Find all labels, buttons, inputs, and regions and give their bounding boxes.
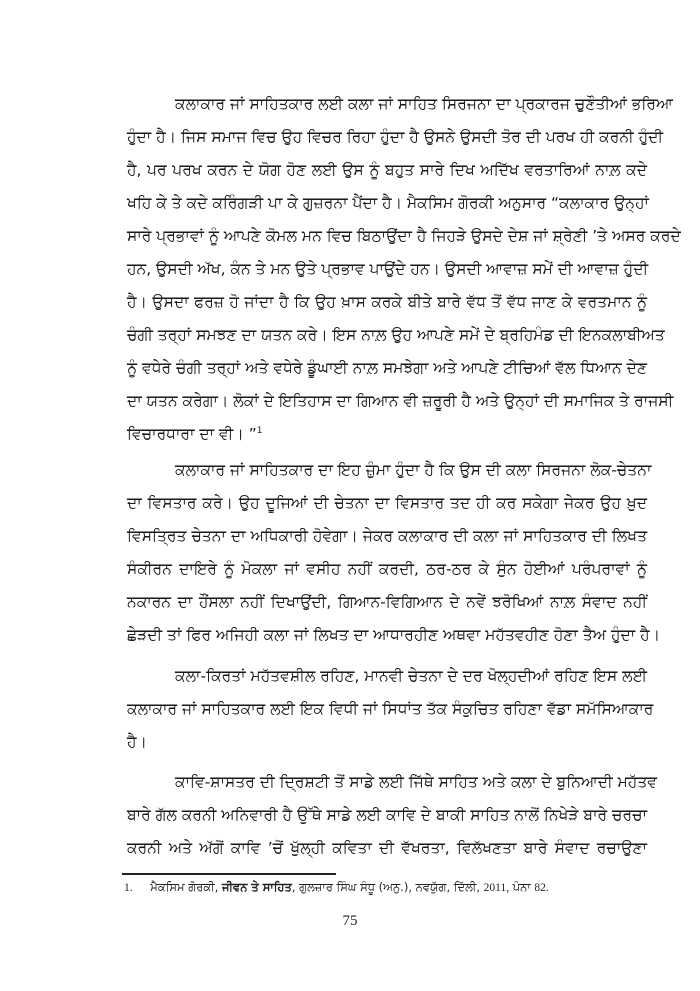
paragraph-4-line-2: ਬਾਰੇ ਗੱਲ ਕਰਨੀ ਅਨਿਵਾਰੀ ਹੈ ਉੱਥੇ ਸਾਡੇ ਲਈ ਕਾਵਿ ਦੇ ਬਾਕੀ ਸਾਹਿਤ ਨਾਲੋਂ ਨਿਖੇੜੇ ਬਾਰੇ ਚਰਚਾ [127,806,647,824]
paragraph-2-line-1: ਕਲਾਕਾਰ ਜਾਂ ਸਾਹਿਤਕਾਰ ਦਾ ਇਹ ਜ਼ੁੰਮਾ ਹੁੰਦਾ ਹੈ ਕਿ ਉਸ ਦੀ ਕਲਾ ਸਿਰਜਨਾ ਲੋਕ-ਚੇਤਨਾ [175,461,652,479]
paragraph-3-line-1: ਕਲਾ-ਕਿਰਤਾਂ ਮਹੱਤਵਸ਼ੀਲ ਰਹਿਣ, ਮਾਨਵੀ ਚੇਤਨਾ ਦੇ ਦਰ ਖੋਲ੍ਹਦੀਆਂ ਰਹਿਣ ਇਸ ਲਈ [175,667,647,685]
paragraph-2-line-3: ਵਿਸਤ੍ਰਿਤ ਚੇਤਨਾ ਦਾ ਅਧਿਕਾਰੀ ਹੋਵੇਗਾ। ਜੇਕਰ ਕਲਾਕਾਰ ਦੀ ਕਲਾ ਜਾਂ ਸਾਹਿਤਕਾਰ ਦੀ ਲਿਖਤ [127,527,647,545]
paragraph-1-line-6: ਹਨ, ਉਸਦੀ ਅੱਖ, ਕੰਨ ਤੇ ਮਨ ਉਤੇ ਪ੍ਰਭਾਵ ਪਾਉਂਦੇ ਹਨ। ਉਸਦੀ ਆਵਾਜ਼ ਸਮੇਂ ਦੀ ਆਵਾਜ਼ ਹੁੰਦੀ [127,260,649,278]
footnote [124,879,549,896]
footnote-page-number: 82. [534,882,549,894]
paragraph-4-line-1: ਕਾਵਿ-ਸ਼ਾਸਤਰ ਦੀ ਦ੍ਰਿਸ਼ਟੀ ਤੋਂ ਸਾਡੇ ਲਈ ਜਿੱਥੇ ਸਾਹਿਤ ਅਤੇ ਕਲਾ ਦੇ ਬੁਨਿਆਦੀ ਮਹੱਤਵ [175,773,657,791]
paragraph-1-line-2: ਹੁੰਦਾ ਹੈ। ਜਿਸ ਸਮਾਜ ਵਿਚ ਉਹ ਵਿਚਰ ਰਿਹਾ ਹੁੰਦਾ ਹੈ ਉਸਨੇ ਉਸਦੀ ਤੋਰ ਦੀ ਪਰਖ ਹੀ ਕਰਨੀ ਹੁੰਦੀ [127,128,664,146]
footnote-publication: , ਗੁਲਜ਼ਾਰ ਸਿੰਘ ਸੰਧੂ (ਅਨੁ.), ਨਵਯੁੱਗ, ਦਿੱਲੀ, [291,880,480,894]
footnote-author: ਮੈਕਸਿਮ ਗੋਰਕੀ, [150,880,219,894]
paragraph-1-line-8: ਚੰਗੀ ਤਰ੍ਹਾਂ ਸਮਝਣ ਦਾ ਯਤਨ ਕਰੇ। ਇਸ ਨਾਲ਼ ਉਹ ਆਪਣੇ ਸਮੇਂ ਦੇ ਬ੍ਰਹਿਮੰਡ ਦੀ ਇਨਕਲਾਬੀਅਤ [127,326,665,344]
paragraph-4-line-3: ਕਰਨੀ ਅਤੇ ਅੱਗੋਂ ਕਾਵਿ ’ਚੋਂ ਖੁੱਲ੍ਹੀ ਕਵਿਤਾ ਦੀ ਵੱਖਰਤਾ, ਵਿਲੱਖਣਤਾ ਬਾਰੇ ਸੰਵਾਦ ਰਚਾਉਣਾ [127,839,647,857]
paragraph-2-line-6: ਛੇੜਦੀ ਤਾਂ ਫਿਰ ਅਜਿਹੀ ਕਲਾ ਜਾਂ ਲਿਖਤ ਦਾ ਆਧਾਰਹੀਣ ਅਥਵਾ ਮਹੱਤਵਹੀਣ ਹੋਣਾ ਤੈਅ ਹੁੰਦਾ ਹੈ। [127,626,661,644]
footnote-number: 1. [124,882,133,894]
paragraph-1-line-7: ਹੈ। ਉਸਦਾ ਫਰਜ਼ ਹੋ ਜਾਂਦਾ ਹੈ ਕਿ ਉਹ ਖ਼ਾਸ ਕਰਕੇ ਬੀਤੇ ਬਾਰੇ ਵੱਧ ਤੋਂ ਵੱਧ ਜਾਣ ਕੇ ਵਰਤਮਾਨ ਨੂੰ [127,293,647,311]
paragraph-1-line-9: ਨੂੰ ਵਧੇਰੇ ਚੰਗੀ ਤਰ੍ਹਾਂ ਅਤੇ ਵਧੇਰੇ ਡੂੰਘਾਈ ਨਾਲ਼ ਸਮਝੇਗਾ ਅਤੇ ਆਪਣੇ ਟੀਚਿਆਂ ਵੱਲ ਧਿਆਨ ਦੇਣ [127,359,647,377]
footnote-reference[interactable]: 1 [256,425,263,436]
footnote-separator [122,873,336,875]
paragraph-1-line-10: ਦਾ ਯਤਨ ਕਰੇਗਾ। ਲੋਕਾਂ ਦੇ ਇਤਿਹਾਸ ਦਾ ਗਿਆਨ ਵੀ ਜ਼ਰੂਰੀ ਹੈ ਅਤੇ ਉਨ੍ਹਾਂ ਦੀ ਸਮਾਜਿਕ ਤੇ ਰਾਜਸੀ [127,392,674,410]
footnote-page-label: ਪੰਨਾ [512,880,531,894]
footnote-year: 2011, [483,882,510,894]
paragraph-1-line-4: ਖਹਿ ਕੇ ਤੇ ਕਦੇ ਕਰਿੰਗੜੀ ਪਾ ਕੇ ਗੁਜ਼ਰਨਾ ਪੈਂਦਾ ਹੈ। ਮੈਕਸਿਮ ਗੋਰਕੀ ਅਨੁਸਾਰ “ਕਲਾਕਾਰ ਉਨ੍ਹਾਂ [127,194,649,212]
footnote-title: ਜੀਵਨ ਤੇ ਸਾਹਿਤ [222,880,292,894]
paragraph-1-line-11-text: ਵਿਚਾਰਧਾਰਾ ਦਾ ਵੀ। ” [127,425,257,443]
paragraph-1-line-11 [127,424,262,444]
page-number: 75 [342,913,358,929]
paragraph-1-line-1: ਕਲਾਕਾਰ ਜਾਂ ਸਾਹਿਤਕਾਰ ਲਈ ਕਲਾ ਜਾਂ ਸਾਹਿਤ ਸਿਰਜਨਾ ਦਾ ਪ੍ਰਕਾਰਜ ਚੁਣੌਤੀਆਂ ਭਰਿਆ [175,95,673,113]
paragraph-3-line-2: ਕਲਾਕਾਰ ਜਾਂ ਸਾਹਿਤਕਾਰ ਲਈ ਇਕ ਵਿਧੀ ਜਾਂ ਸਿਧਾਂਤ ਤੱਕ ਸੰਕੁਚਿਤ ਰਹਿਣਾ ਵੱਡਾ ਸਮੱਸਿਆਕਾਰ [127,700,654,718]
paragraph-2-line-5: ਨਕਾਰਨ ਦਾ ਹੌਂਸਲਾ ਨਹੀਂ ਦਿਖਾਉਂਦੀ, ਗਿਆਨ-ਵਿਗਿਆਨ ਦੇ ਨਵੇਂ ਝਰੋਖਿਆਂ ਨਾਲ਼ ਸੰਵਾਦ ਨਹੀਂ [127,593,647,611]
paragraph-2-line-2: ਦਾ ਵਿਸਤਾਰ ਕਰੇ। ਉਹ ਦੂਜਿਆਂ ਦੀ ਚੇਤਨਾ ਦਾ ਵਿਸਤਾਰ ਤਦ ਹੀ ਕਰ ਸਕੇਗਾ ਜੇਕਰ ਉਹ ਖ਼ੁਦ [127,494,647,512]
paragraph-3-line-3: ਹੈ। [127,733,147,751]
paragraph-1-line-3: ਹੈ, ਪਰ ਪਰਖ ਕਰਨ ਦੇ ਯੋਗ ਹੋਣ ਲਈ ਉਸ ਨੂੰ ਬਹੁਤ ਸਾਰੇ ਦਿਖ ਅਦਿੱਖ ਵਰਤਾਰਿਆਂ ਨਾਲ਼ ਕਦੇ [127,161,647,179]
paragraph-2-line-4: ਸੰਕੀਰਨ ਦਾਇਰੇ ਨੂੰ ਮੋਕਲਾ ਜਾਂ ਵਸੀਹ ਨਹੀਂ ਕਰਦੀ, ਠਰ-ਠਰ ਕੇ ਸੁੰਨ ਹੋਈਆਂ ਪਰੰਪਰਾਵਾਂ ਨੂੰ [127,560,647,578]
paragraph-1-line-5: ਸਾਰੇ ਪ੍ਰਭਾਵਾਂ ਨੂੰ ਆਪਣੇ ਕੋਮਲ ਮਨ ਵਿਚ ਬਿਠਾਉਂਦਾ ਹੈ ਜਿਹੜੇ ਉਸਦੇ ਦੇਸ਼ ਜਾਂ ਸ਼੍ਰੇਣੀ ’ਤੇ ਅਸਰ ਕਰਦੇ [127,227,681,245]
